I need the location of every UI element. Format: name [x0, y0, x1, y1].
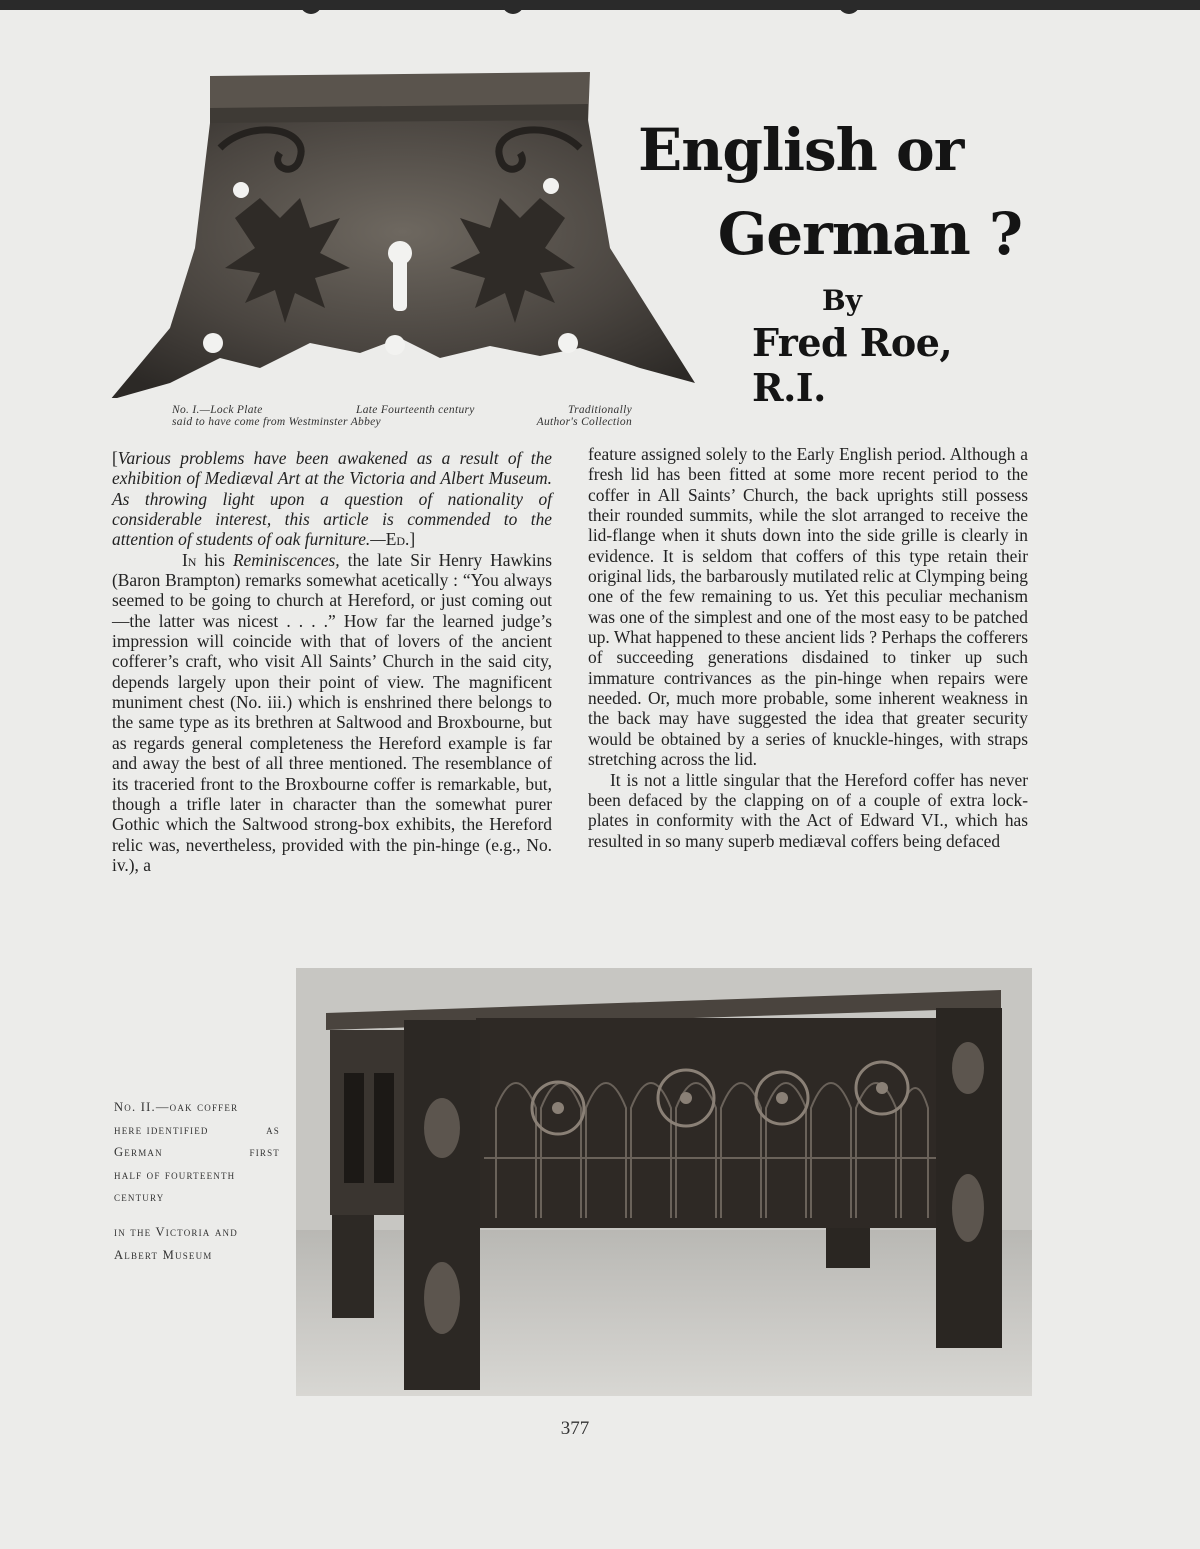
caption2-line-2-end: as: [266, 1122, 280, 1137]
book-title: Reminiscences,: [232, 549, 340, 570]
paragraph-1-b: the late Sir Henry Hawkins (Baron Brampton) remarks somewhat acetically : “You always seemed to be going to church at Hereford, or just coming out—the latter was nicest . . . .” How far the learned judge’s impression will coincide with that of lovers of the ancient cofferer’s craft, who visit All Saints’ Church in the said city, depends largely upon their point of view. The magnificent muniment chest (No. iii.) which is enshrined there belongs to the same type as its brethren at Saltwood and Broxbourne, but as regards general completeness the Hereford example is far and away the best of all three mentioned. The resemblance of its traceried front to the Broxbourne coffer is remarkable, but, though a trifle later in character than the somewhat purer Gothic which the Saltwood strong-box exhibits, the Hereford relic was, nevertheless, provided with the pin-hinge (e.g., No. iv.), a: [112, 549, 552, 875]
caption-provenance: said to have come from Westminster Abbey: [172, 416, 381, 428]
intro-bracket-open: [: [112, 448, 118, 468]
intro-text-b: at the Victoria and Albert Museum. As throwing light upon a question of nationality of considerable interest, this article is commended to the attention of students of oak furniture.—: [112, 468, 552, 550]
paragraph-1-continued: feature assigned solely to the Early English period. Although a fresh lid has been fitted at some more recent period to the coffer in All Saints’ Church, the back uprights still possess their rounded summits, while the slot arranged to receive the lid-flange when it shuts down into the side grille is clearly in evidence. It is seldom that coffers of this type retain their original lids, the barbarously mutilated relic at Clymping being one of the few remaining to us. Yet this peculiar mechanism was one of the simplest and one of the most easy to be patched up. What happened to these ancient lids ? Perhaps the cofferers of succeeding generations disdained to tinker up such immature contrivances as the pin-hinge when repairs were needed. Or, much more probable, some inherent weakness in the back may have suggested the idea that greater security would be obtained by a series of knuckle-hinges, with straps stretching across the lid.: [588, 444, 1028, 770]
title-line-2: German ?: [717, 200, 1022, 268]
paragraph-2: It is not a little singular that the Hereford coffer has never been defaced by the clapping on of a couple of extra lock-plates in conformity with the Act of Edward VI., which has resulted in so many superb mediæval coffers being defaced: [588, 769, 1028, 851]
paragraph-1-a: his: [196, 549, 233, 570]
byline-author: Fred Roe, R.I.: [752, 320, 953, 410]
scan-hole-mark: [502, 0, 524, 14]
caption2-line-2: here identified: [114, 1122, 209, 1137]
page-number: 377: [560, 1418, 590, 1439]
scan-top-edge: [0, 0, 1200, 10]
article-column-left: [112, 448, 552, 875]
scan-hole-mark: [300, 0, 322, 14]
caption2-line-3-end: first: [249, 1145, 280, 1160]
caption-figure-label: No. I.—Lock Plate: [172, 404, 263, 416]
editor-mark: Ed.: [385, 529, 410, 550]
lock-plate-caption: [172, 404, 632, 428]
title-line-1: English or: [638, 116, 964, 184]
editor-intro: [112, 448, 552, 550]
intro-emphasis: Mediæval Art: [204, 468, 301, 489]
caption2-location-1: in the Victoria and: [114, 1224, 238, 1239]
intro-bracket-close: ]: [409, 529, 416, 550]
caption2-line-1: No. II.—oak coffer: [114, 1100, 239, 1114]
coffer-caption: [114, 1096, 280, 1266]
caption2-line-5: century: [114, 1190, 165, 1205]
caption-tradition: Traditionally: [568, 404, 632, 416]
intro-text-a: Various problems have been awakened as a result of the exhibition of: [112, 448, 552, 489]
oak-coffer-photo: [296, 968, 1032, 1396]
byline-by: By: [822, 284, 862, 317]
article-column-right: [588, 444, 1028, 851]
caption-collection: Author's Collection: [536, 416, 632, 428]
paragraph-1: [112, 550, 552, 876]
caption2-line-4: half of fourteenth: [114, 1167, 236, 1182]
article-title: [610, 108, 1030, 276]
caption-date: Late Fourteenth century: [356, 404, 475, 416]
caption2-line-3: German: [114, 1145, 163, 1160]
scan-hole-mark: [838, 0, 860, 14]
drop-word: In: [182, 549, 197, 570]
caption2-location-2: Albert Museum: [114, 1247, 213, 1262]
